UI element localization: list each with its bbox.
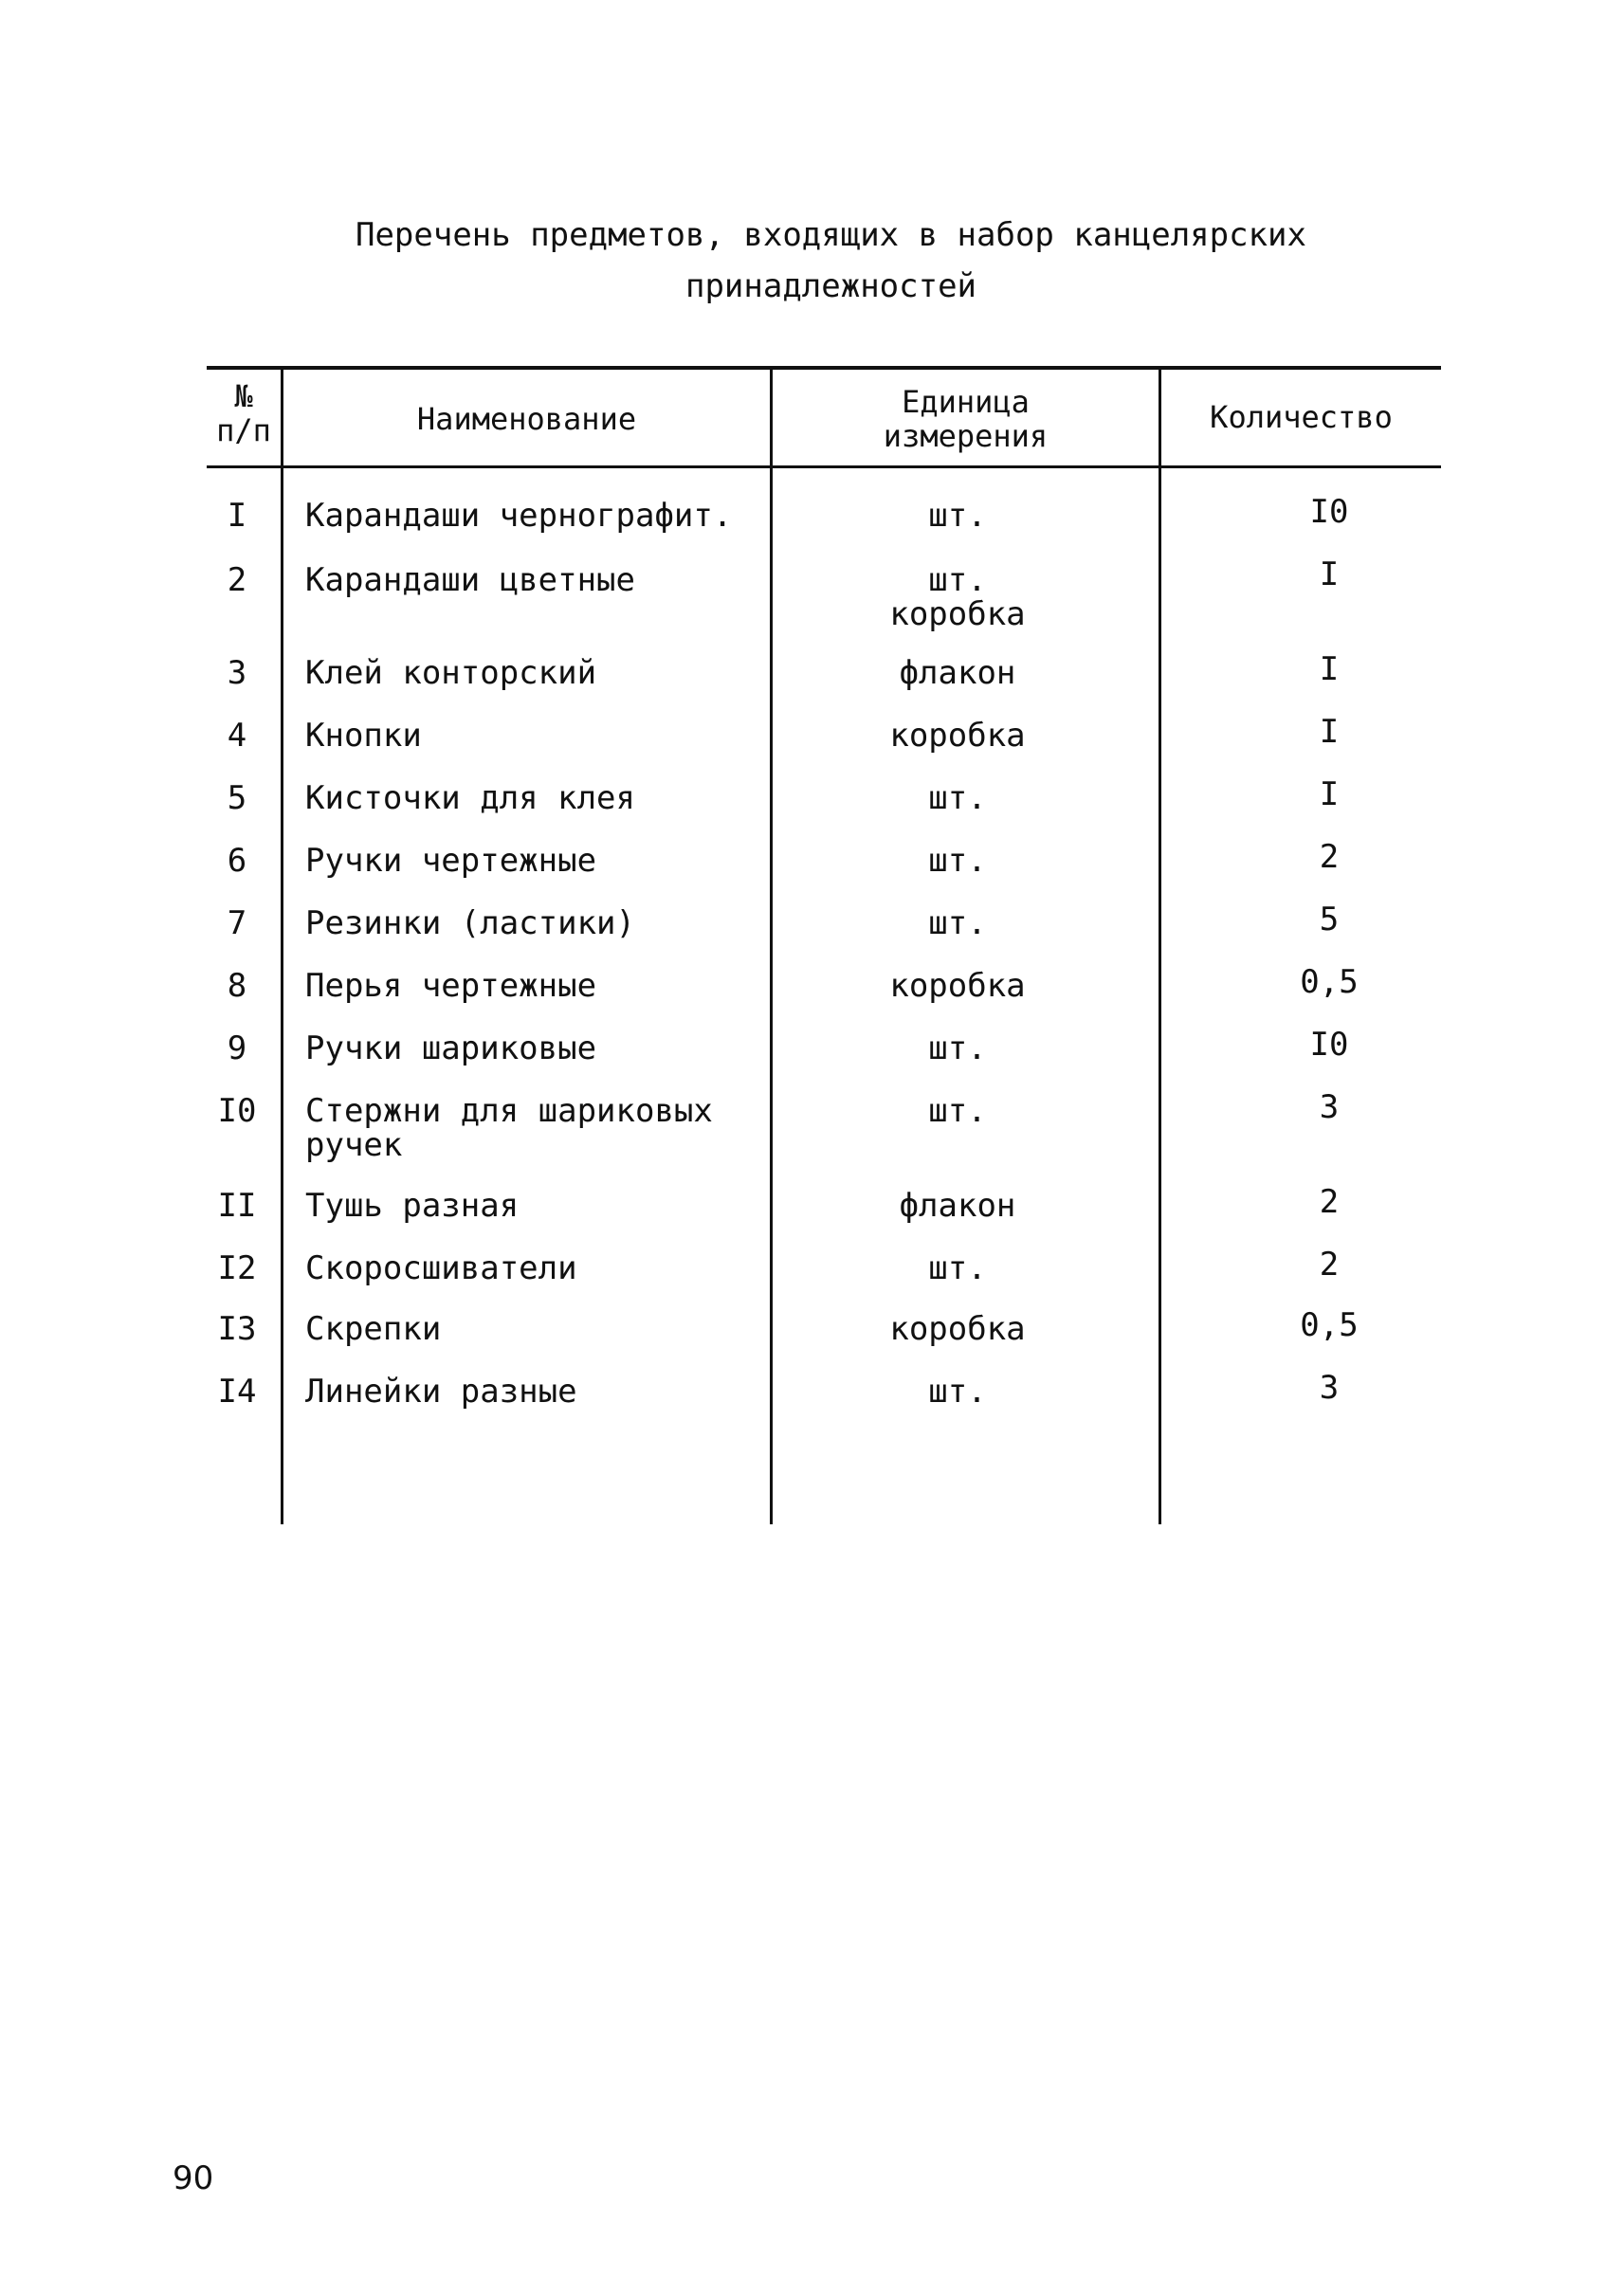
header-qty: Количество	[1210, 399, 1393, 435]
item-name	[305, 1094, 713, 1162]
item-unit: шт.	[928, 842, 987, 880]
item-unit: шт.	[928, 1373, 987, 1411]
header-name: Наименование	[416, 401, 637, 437]
table-header-rule	[207, 465, 1441, 468]
item-name: Ручки чертежные	[305, 842, 597, 880]
item-name: Скрепки	[305, 1310, 442, 1348]
item-unit: коробка	[889, 1310, 1026, 1348]
table-top-rule	[207, 366, 1441, 370]
item-name: Кнопки	[305, 717, 422, 755]
header-unit-line-2: измерения	[883, 418, 1049, 454]
item-name: Ручки шариковые	[305, 1029, 597, 1067]
item-quantity: 3	[1319, 1088, 1340, 1126]
item-unit-line-1: шт.	[928, 561, 987, 599]
item-quantity: 0,5	[1300, 963, 1359, 1001]
row-number: 5	[227, 779, 247, 817]
item-unit: шт.	[928, 779, 987, 817]
item-quantity: 2	[1319, 1183, 1340, 1221]
item-quantity: 3	[1319, 1369, 1340, 1407]
item-name: Скоросшиватели	[305, 1249, 577, 1287]
row-number: II	[217, 1187, 257, 1225]
row-number: I2	[217, 1249, 257, 1287]
item-quantity: I	[1319, 556, 1340, 593]
item-quantity: I0	[1309, 1026, 1349, 1064]
item-unit: коробка	[889, 717, 1026, 755]
item-quantity: 5	[1319, 901, 1340, 938]
page-number: 90	[173, 2159, 214, 2197]
item-name-line-1: Стержни для шариковых	[305, 1092, 713, 1130]
item-quantity: 2	[1319, 838, 1340, 876]
column-divider-1	[281, 368, 283, 1524]
item-unit: флакон	[899, 654, 1016, 692]
row-number: 2	[227, 561, 247, 599]
item-quantity: I	[1319, 713, 1340, 751]
item-name: Карандаши цветные	[305, 561, 635, 599]
item-name-line-2: ручек	[305, 1126, 403, 1164]
row-number: I3	[217, 1310, 257, 1348]
document-title-line-2: принадлежностей	[684, 267, 977, 305]
row-number: 9	[227, 1029, 247, 1067]
item-unit: коробка	[889, 967, 1026, 1005]
header-num	[207, 379, 281, 447]
row-number: 7	[227, 904, 247, 942]
item-quantity: I	[1319, 650, 1340, 688]
header-unit	[773, 385, 1159, 453]
item-name: Клей конторский	[305, 654, 597, 692]
item-name: Линейки разные	[305, 1373, 577, 1411]
column-divider-2	[770, 368, 773, 1524]
header-unit-line-1: Единица	[902, 384, 1030, 420]
item-quantity: I0	[1309, 493, 1349, 531]
row-number: I4	[217, 1373, 257, 1411]
item-name: Карандаши чернографит.	[305, 497, 733, 535]
item-quantity: 0,5	[1300, 1306, 1359, 1344]
row-number: I	[227, 497, 247, 535]
item-name: Резинки (ластики)	[305, 904, 635, 942]
item-unit: шт.	[928, 904, 987, 942]
row-number: 8	[227, 967, 247, 1005]
header-num-symbol: №	[234, 378, 253, 414]
row-number: 4	[227, 717, 247, 755]
item-unit: шт.	[928, 497, 987, 535]
header-num-label: п/п	[216, 412, 271, 448]
item-unit: шт.	[928, 1092, 987, 1130]
row-number: I0	[217, 1092, 257, 1130]
item-unit: шт.	[928, 1029, 987, 1067]
item-name: Кисточки для клея	[305, 779, 635, 817]
item-unit: шт.	[928, 1249, 987, 1287]
document-title-line-1: Перечень предметов, входящих в набор канцелярских	[355, 216, 1307, 254]
column-divider-3	[1159, 368, 1161, 1524]
item-name: Тушь разная	[305, 1187, 520, 1225]
row-number: 6	[227, 842, 247, 880]
item-name: Перья чертежные	[305, 967, 597, 1005]
row-number: 3	[227, 654, 247, 692]
item-unit-line-2: коробка	[889, 595, 1026, 633]
item-quantity: I	[1319, 775, 1340, 813]
item-quantity: 2	[1319, 1246, 1340, 1284]
item-unit	[787, 563, 1128, 631]
item-unit: флакон	[899, 1187, 1016, 1225]
